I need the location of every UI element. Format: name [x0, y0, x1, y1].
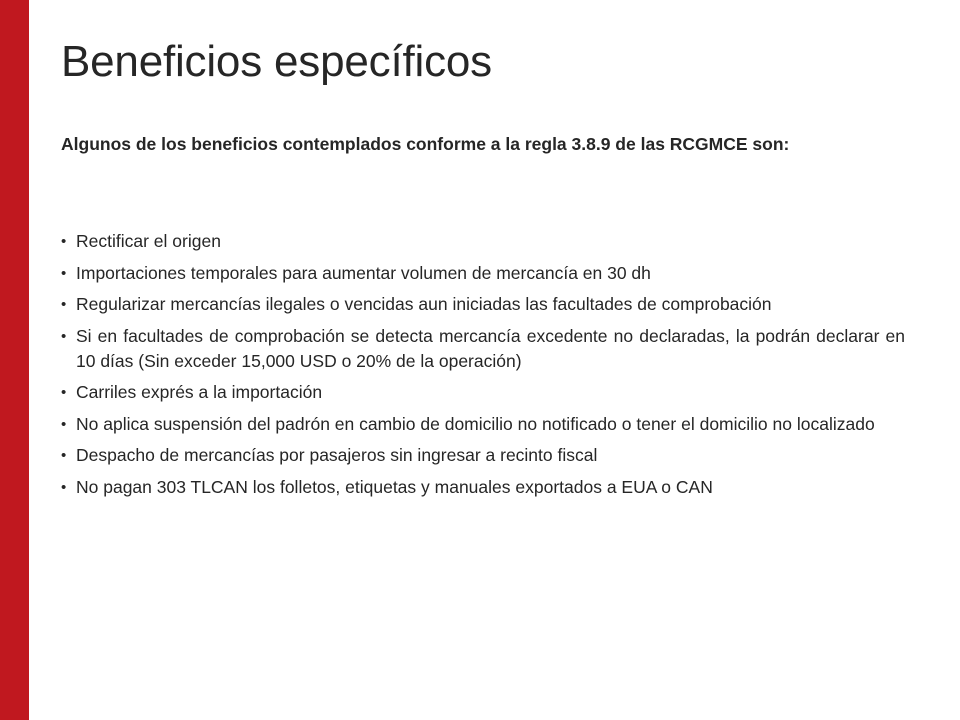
list-item: [61, 229, 905, 254]
list-item-text: Importaciones temporales para aumentar volumen de mercancía en 30 dh: [76, 262, 651, 283]
list-item: [61, 443, 905, 468]
bullet-icon: •: [61, 233, 67, 250]
list-item-text: Regularizar mercancías ilegales o vencidas aun iniciadas las facultades de comprobación: [76, 294, 772, 314]
list-item: [61, 324, 905, 374]
list-item: [61, 475, 905, 500]
bullet-icon: •: [61, 478, 67, 496]
benefits-list: [61, 229, 905, 506]
list-item: [61, 412, 905, 437]
list-item-text: Si en facultades de comprobación se detecta mercancía excedente no declaradas, la podrán declarar en 10 días (Sin exceder 15,000 USD o 20% de la operación): [76, 325, 905, 371]
bullet-icon: •: [61, 327, 67, 345]
list-item: [61, 380, 905, 405]
list-item-text: No pagan 303 TLCAN los folletos, etiquetas y manuales exportados a EUA o CAN: [76, 476, 713, 497]
slide-title: Beneficios específicos: [61, 37, 492, 86]
bullet-icon: •: [61, 415, 67, 433]
list-item-text: Despacho de mercancías por pasajeros sin ingresar a recinto fiscal: [76, 445, 598, 465]
bullet-icon: •: [61, 384, 67, 401]
bullet-icon: •: [61, 447, 67, 464]
intro-paragraph: Algunos de los beneficios contemplados conforme a la regla 3.8.9 de las RCGMCE son:: [61, 134, 790, 154]
list-item-text: No aplica suspensión del padrón en cambio de domicilio no notificado o tener el domicilio no localizado: [76, 413, 875, 434]
list-item-text: Rectificar el origen: [76, 231, 221, 251]
bullet-icon: •: [61, 264, 67, 282]
list-item-text: Carriles exprés a la importación: [76, 382, 323, 402]
accent-bar: [0, 0, 29, 720]
list-item: [61, 261, 905, 286]
list-item: [61, 292, 905, 317]
bullet-icon: •: [61, 296, 67, 313]
